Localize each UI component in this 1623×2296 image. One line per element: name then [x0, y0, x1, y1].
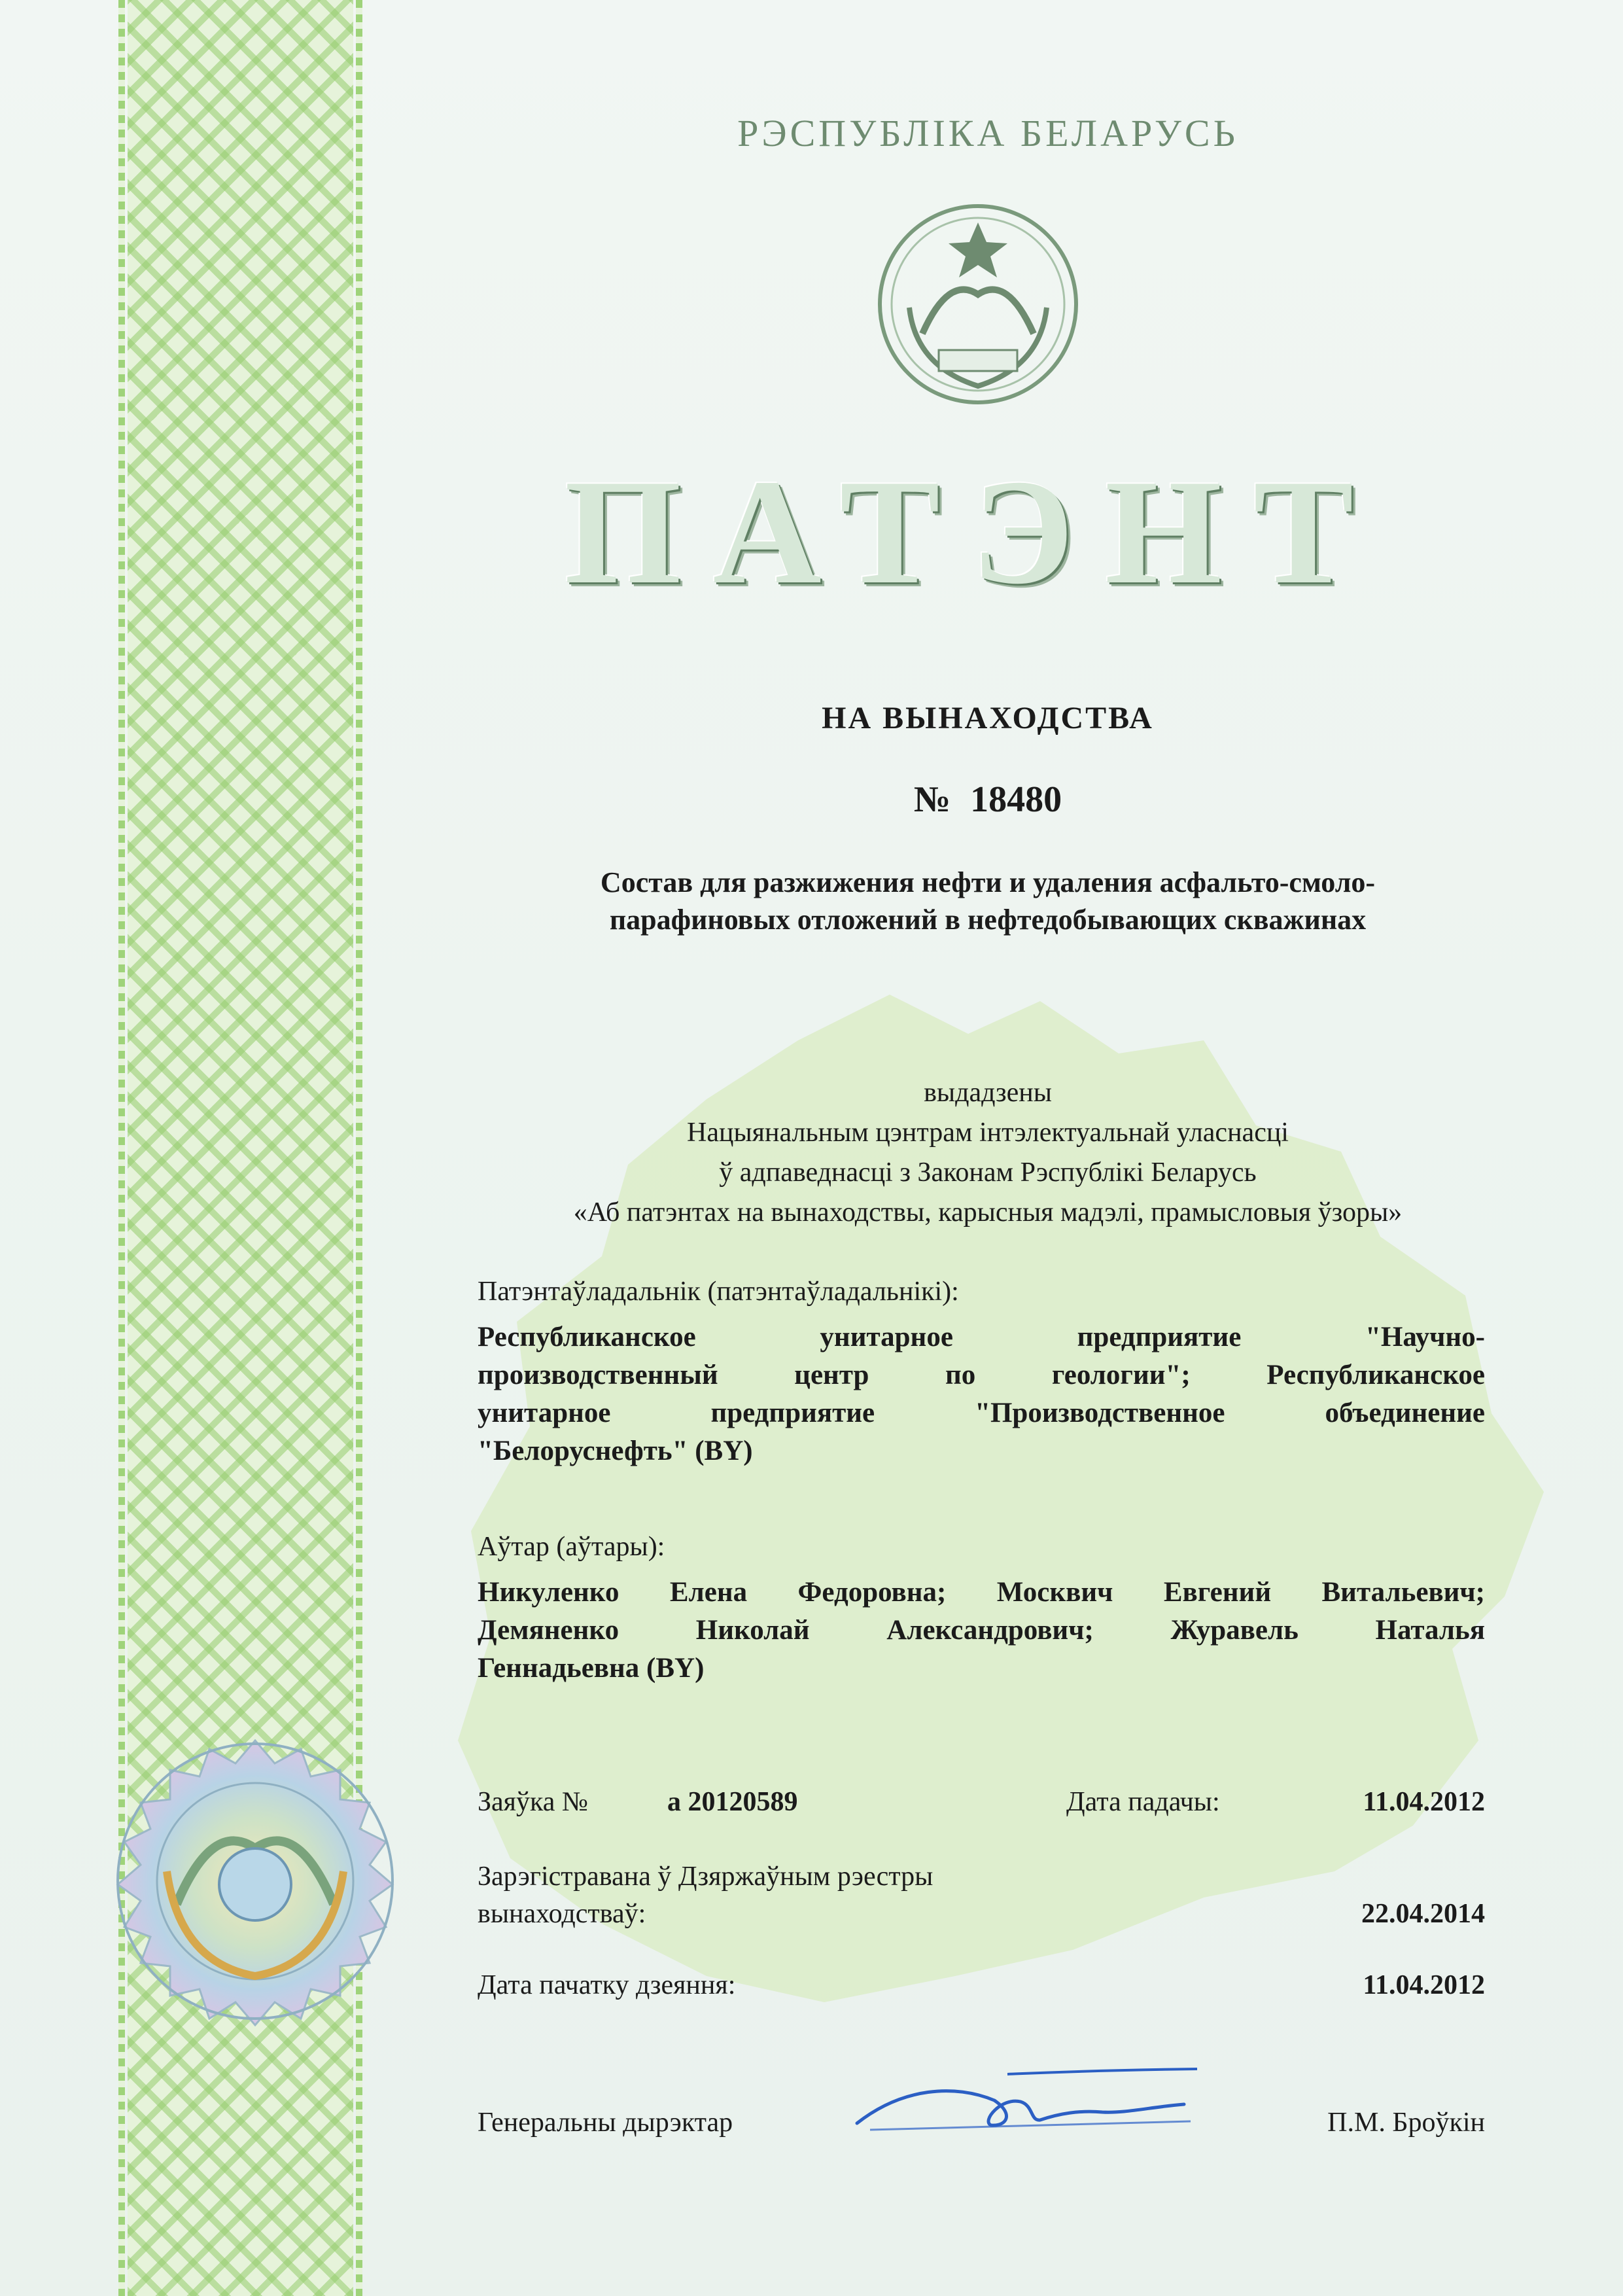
start-row	[478, 1969, 1485, 2001]
document-subtitle: НА ВЫНАХОДСТВА	[822, 701, 1154, 735]
issued-line: «Аб патэнтах на вынаходствы, карысныя мадэлі, прамысловыя ўзоры»	[573, 1197, 1403, 1227]
holders-line: "Белоруснефть" (BY)	[478, 1436, 753, 1467]
patent-number	[523, 779, 1452, 821]
start-date: 11.04.2012	[1363, 1970, 1485, 2000]
authors-line: Геннадьевна (BY)	[478, 1653, 705, 1684]
registration-row	[478, 1858, 1485, 1932]
holders-label: Патэнтаўладальнік (патэнтаўладальнікі):	[478, 1277, 959, 1307]
signatory-name: П.М. Броўкін	[1327, 2108, 1485, 2138]
patent-number-value: 18480	[970, 779, 1062, 820]
holders-value	[478, 1318, 1485, 1470]
application-label: Заяўка №	[478, 1787, 588, 1817]
issued-by-block	[497, 1073, 1478, 1233]
issued-line: выдадзены	[924, 1078, 1052, 1108]
invention-title-line: парафиновых отложений в нефтедобывающих скважинах	[609, 904, 1367, 936]
state-emblem-icon	[870, 196, 1086, 412]
signature-image	[844, 2061, 1210, 2146]
filing-date-label: Дата падачы:	[1066, 1787, 1220, 1817]
authors-line: Демяненко Николай Александрович; Журавель Наталья	[478, 1615, 1485, 1646]
invention-title	[517, 864, 1459, 938]
document-title: ПАТЭНТ	[564, 448, 1386, 615]
authors-value	[478, 1574, 1485, 1687]
application-number: а 20120589	[667, 1787, 798, 1817]
filing-date: 11.04.2012	[1363, 1787, 1485, 1817]
issued-line: ў адпаведнасці з Законам Рэспублікі Беларусь	[719, 1157, 1257, 1188]
registration-label-cont: вынаходстваў:	[478, 1898, 646, 1929]
holders-line: производственный центр по геологии"; Республиканское	[478, 1360, 1485, 1391]
invention-title-line: Состав для разжижения нефти и удаления асфальто-смоло-	[600, 866, 1376, 898]
holders-line: унитарное предприятие "Производственное объединение	[478, 1398, 1485, 1429]
number-sign: №	[913, 779, 951, 820]
start-date-label: Дата пачатку дзеяння:	[478, 1970, 736, 2000]
country-heading: РЭСПУБЛІКА БЕЛАРУСЬ	[737, 112, 1238, 154]
issued-line: Нацыянальным цэнтрам інтэлектуальнай уласнасці	[687, 1117, 1289, 1148]
registration-date: 22.04.2014	[1361, 1899, 1485, 1929]
signatory-position: Генеральны дырэктар	[478, 2108, 733, 2138]
holders-line: Республиканское унитарное предприятие "Научно-	[478, 1322, 1485, 1352]
authors-label: Аўтар (аўтары):	[478, 1532, 665, 1562]
application-row	[478, 1786, 1485, 1818]
authors-line: Никуленко Елена Федоровна; Москвич Евгений Витальевич;	[478, 1577, 1485, 1608]
hologram-seal	[62, 1688, 448, 2074]
registration-label: Зарэгістравана ў Дзяржаўным рэестры	[478, 1862, 934, 1892]
